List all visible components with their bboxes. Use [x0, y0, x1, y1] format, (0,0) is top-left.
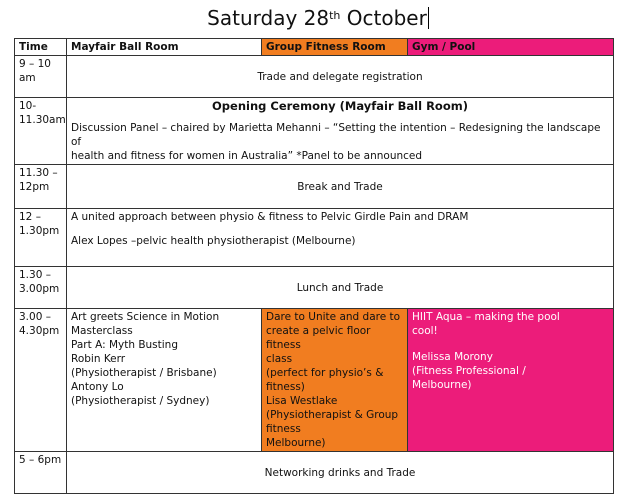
session-heading: Opening Ceremony (Mayfair Ball Room): [212, 99, 468, 113]
table-row: [15, 209, 614, 267]
text-cursor: [428, 7, 429, 29]
time-cell: 10- 11.30am: [15, 98, 67, 165]
time-cell: 3.00 – 4.30pm: [15, 309, 67, 452]
group-fitness-session-cell: Dare to Unite and dare to create a pelvic floor fitness class (perfect for physio’s & fitness) Lisa Westlake (Physiotherapist & Group fitness Melbourne): [262, 309, 408, 452]
header-group-fitness: Group Fitness Room: [262, 39, 408, 56]
session-cell: Opening Ceremony (Mayfair Ball Room) Discussion Panel – chaired by Marietta Mehanni – “Setting the intention – Redesigning the landscape of health and fitness for women in Australia” *Panel to be announced: [67, 98, 614, 165]
header-ballroom: Mayfair Ball Room: [67, 39, 262, 56]
header-row: [15, 39, 614, 56]
header-time: Time: [15, 39, 67, 56]
session-cell: Trade and delegate registration: [67, 56, 614, 98]
time-cell: 11.30 – 12pm: [15, 165, 67, 209]
page-title: Saturday 28th October: [207, 6, 427, 30]
table-row: [15, 267, 614, 309]
table-row: [15, 56, 614, 98]
table-row: [15, 309, 614, 452]
time-cell: 1.30 – 3.00pm: [15, 267, 67, 309]
gym-pool-session-cell: HIIT Aqua – making the pool cool! Melissa Morony (Fitness Professional / Melbourne): [408, 309, 614, 452]
header-gym-pool: Gym / Pool: [408, 39, 614, 56]
table-row: [15, 452, 614, 494]
session-cell: Lunch and Trade: [67, 267, 614, 309]
time-cell: 9 – 10 am: [15, 56, 67, 98]
schedule-table: [14, 38, 614, 494]
time-cell: 5 – 6pm: [15, 452, 67, 494]
table-row: [15, 98, 614, 165]
table-row: [15, 165, 614, 209]
time-cell: 12 – 1.30pm: [15, 209, 67, 267]
session-cell: Networking drinks and Trade: [67, 452, 614, 494]
ballroom-session-cell: Art greets Science in Motion Masterclass Part A: Myth Busting Robin Kerr (Physiotherapist / Brisbane) Antony Lo (Physiotherapist / Sydney): [67, 309, 262, 452]
session-cell: Break and Trade: [67, 165, 614, 209]
session-cell: A united approach between physio & fitness to Pelvic Girdle Pain and DRAM Alex Lopes –pelvic health physiotherapist (Melbourne): [67, 209, 614, 267]
